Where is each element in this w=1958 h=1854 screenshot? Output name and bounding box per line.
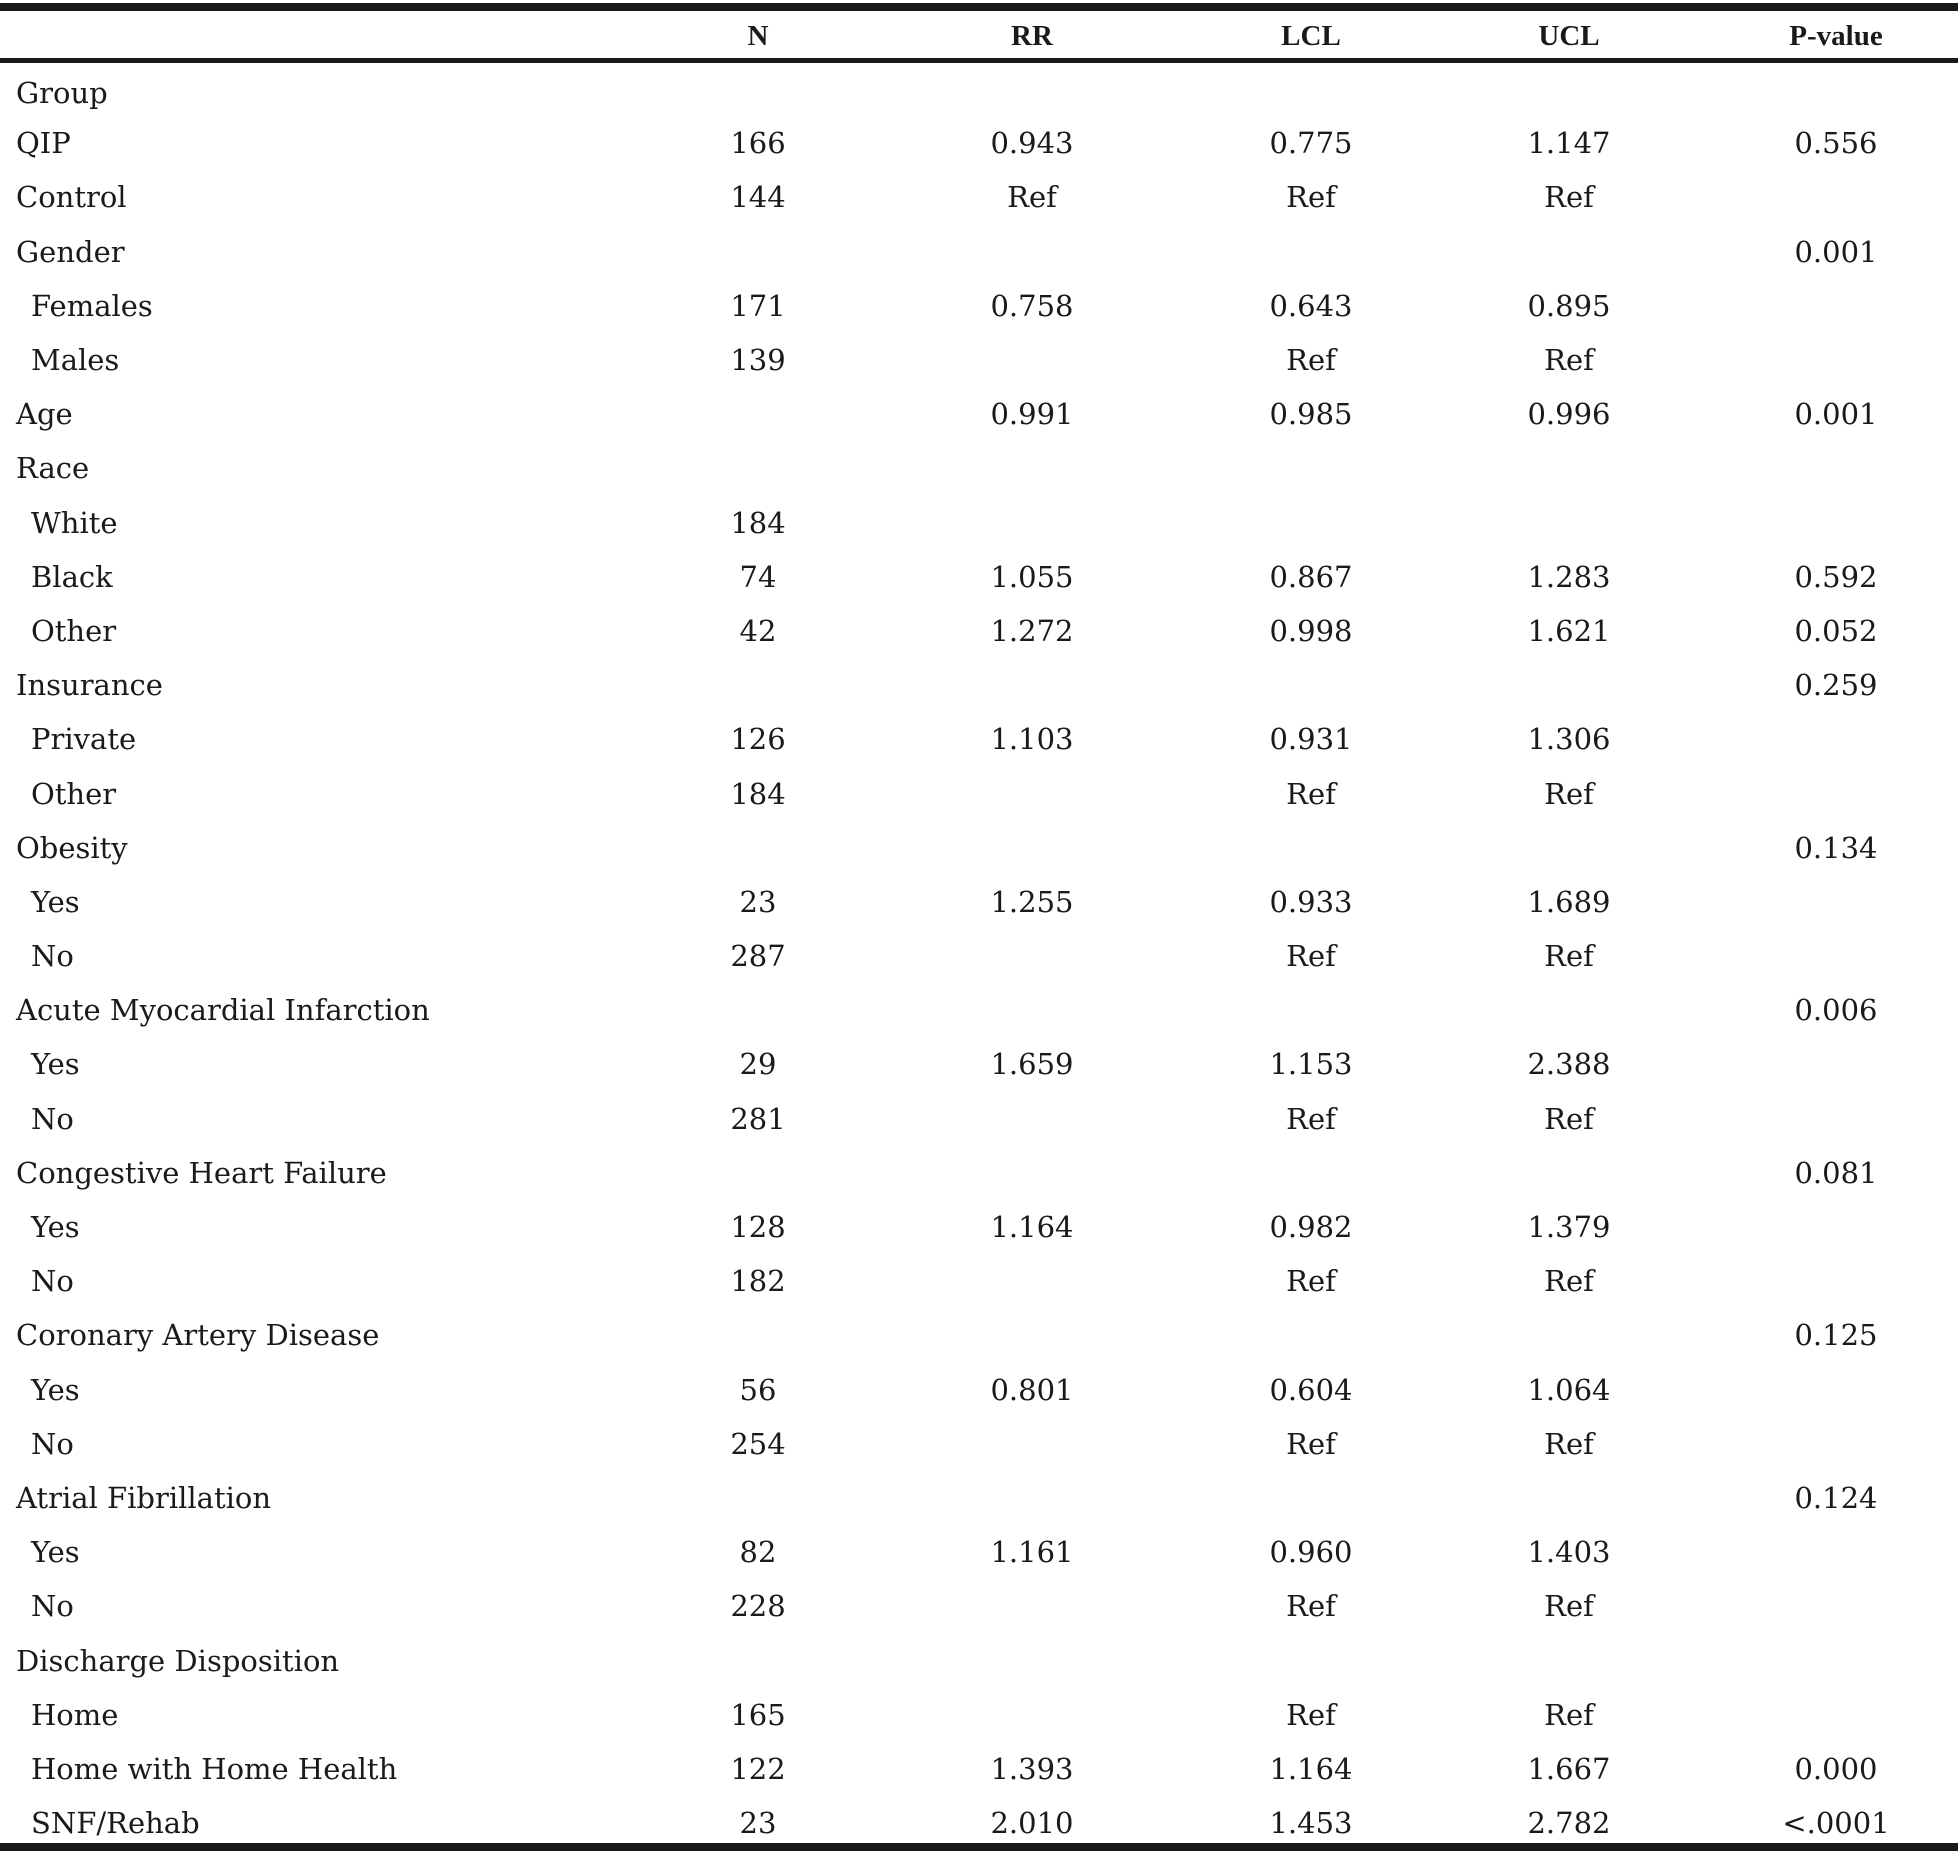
cell-ucl: Ref <box>1544 1697 1594 1732</box>
cell-p-value <box>1714 1037 1958 1091</box>
cell-rr <box>866 1308 1198 1362</box>
table-row <box>0 116 1958 170</box>
cell-p-value <box>1714 1363 1958 1417</box>
cell-lcl: Ref <box>1286 1101 1336 1136</box>
cell-p-value: 0.052 <box>1794 613 1878 648</box>
table-row <box>0 1796 1958 1850</box>
cell-ucl: 1.621 <box>1527 613 1611 648</box>
table-row <box>0 170 1958 224</box>
cell-rr: 0.801 <box>990 1372 1074 1407</box>
cell-n <box>650 1146 866 1200</box>
row-label: Yes <box>31 1210 80 1245</box>
results-table <box>0 10 1958 1850</box>
cell-ucl: 1.403 <box>1527 1535 1611 1570</box>
cell-p-value <box>1714 441 1958 495</box>
table-row <box>0 62 1958 116</box>
cell-p-value: 0.125 <box>1794 1318 1878 1353</box>
header-row <box>0 10 1958 62</box>
table-row <box>0 604 1958 658</box>
table-row <box>0 983 1958 1037</box>
cell-n: 184 <box>730 776 786 811</box>
table-row <box>0 1363 1958 1417</box>
row-label: Yes <box>31 884 80 919</box>
cell-ucl: Ref <box>1544 1101 1594 1136</box>
cell-ucl <box>1424 1146 1714 1200</box>
header-ucl: UCL <box>1538 19 1600 52</box>
cell-ucl <box>1424 1633 1714 1687</box>
cell-n: 23 <box>739 1806 777 1841</box>
cell-lcl: 0.643 <box>1269 288 1353 323</box>
cell-n <box>650 441 866 495</box>
cell-ucl <box>1424 225 1714 279</box>
cell-lcl: 0.931 <box>1269 722 1353 757</box>
table-row <box>0 766 1958 820</box>
cell-p-value: 0.592 <box>1794 559 1878 594</box>
cell-n: 126 <box>730 722 786 757</box>
cell-p-value <box>1714 875 1958 929</box>
cell-ucl: Ref <box>1544 343 1594 378</box>
cell-lcl <box>1198 1633 1424 1687</box>
row-label: Control <box>16 180 127 215</box>
row-label: Other <box>31 613 117 648</box>
row-label: Yes <box>31 1372 80 1407</box>
cell-n: 287 <box>730 939 786 974</box>
cell-lcl <box>1198 821 1424 875</box>
cell-p-value: 0.081 <box>1794 1155 1878 1190</box>
table-row <box>0 1146 1958 1200</box>
cell-lcl <box>1198 658 1424 712</box>
header-n: N <box>747 19 769 52</box>
cell-ucl <box>1424 1308 1714 1362</box>
cell-ucl: Ref <box>1544 1426 1594 1461</box>
cell-p-value: 0.000 <box>1794 1751 1878 1786</box>
cell-ucl: Ref <box>1544 776 1594 811</box>
row-label: QIP <box>16 126 71 161</box>
row-label: SNF/Rehab <box>31 1806 200 1841</box>
cell-ucl: Ref <box>1544 1589 1594 1624</box>
cell-lcl: Ref <box>1286 1426 1336 1461</box>
cell-n: 184 <box>730 505 786 540</box>
cell-n: 23 <box>739 884 777 919</box>
cell-ucl: 1.306 <box>1527 722 1611 757</box>
cell-p-value <box>1714 1092 1958 1146</box>
cell-rr <box>866 766 1198 820</box>
table-row <box>0 225 1958 279</box>
row-label: Insurance <box>16 668 163 703</box>
header-p-value: P-value <box>1789 19 1883 52</box>
cell-ucl: 1.283 <box>1527 559 1611 594</box>
cell-n <box>650 62 866 116</box>
row-label: Group <box>16 76 108 111</box>
row-label: Age <box>16 397 73 432</box>
cell-n: 56 <box>739 1372 777 1407</box>
cell-rr: 1.103 <box>990 722 1074 757</box>
cell-lcl <box>1198 225 1424 279</box>
row-label: Other <box>31 776 117 811</box>
table-row <box>0 875 1958 929</box>
cell-n <box>650 1308 866 1362</box>
cell-rr: 0.943 <box>990 126 1074 161</box>
cell-ucl: Ref <box>1544 939 1594 974</box>
cell-rr <box>866 62 1198 116</box>
cell-p-value: <.0001 <box>1782 1806 1890 1841</box>
cell-ucl: Ref <box>1544 1264 1594 1299</box>
cell-lcl <box>1198 62 1424 116</box>
cell-rr: 2.010 <box>990 1806 1074 1841</box>
row-label: Females <box>31 288 153 323</box>
header-lcl: LCL <box>1281 19 1341 52</box>
cell-ucl: 1.064 <box>1527 1372 1611 1407</box>
cell-p-value <box>1714 62 1958 116</box>
table-row <box>0 1200 1958 1254</box>
cell-n <box>650 821 866 875</box>
cell-lcl <box>1198 496 1424 550</box>
cell-n: 171 <box>730 288 786 323</box>
cell-lcl: Ref <box>1286 1264 1336 1299</box>
table-row <box>0 496 1958 550</box>
cell-ucl: 1.147 <box>1527 126 1611 161</box>
row-label: Males <box>31 343 120 378</box>
row-label: No <box>31 1426 74 1461</box>
table-row <box>0 1688 1958 1742</box>
cell-lcl: 0.775 <box>1269 126 1353 161</box>
cell-n: 139 <box>730 343 786 378</box>
table-row <box>0 387 1958 441</box>
cell-ucl: 0.996 <box>1527 397 1611 432</box>
table-row <box>0 1037 1958 1091</box>
cell-n: 281 <box>730 1101 786 1136</box>
cell-rr <box>866 1254 1198 1308</box>
cell-ucl <box>1424 62 1714 116</box>
cell-n <box>650 983 866 1037</box>
table-row <box>0 1579 1958 1633</box>
cell-lcl: 0.982 <box>1269 1210 1353 1245</box>
table-row <box>0 1417 1958 1471</box>
cell-rr <box>866 983 1198 1037</box>
cell-lcl <box>1198 441 1424 495</box>
table-row <box>0 1633 1958 1687</box>
cell-rr <box>866 821 1198 875</box>
cell-rr: 0.758 <box>990 288 1074 323</box>
table-row <box>0 1092 1958 1146</box>
table-row <box>0 821 1958 875</box>
row-label: No <box>31 1101 74 1136</box>
cell-p-value <box>1714 1688 1958 1742</box>
cell-n <box>650 658 866 712</box>
cell-lcl <box>1198 1146 1424 1200</box>
table-row <box>0 1525 1958 1579</box>
cell-p-value: 0.001 <box>1794 397 1878 432</box>
cell-p-value <box>1714 496 1958 550</box>
row-label: Yes <box>31 1535 80 1570</box>
cell-p-value: 0.001 <box>1794 234 1878 269</box>
cell-n: 182 <box>730 1264 786 1299</box>
cell-rr <box>866 1579 1198 1633</box>
cell-rr <box>866 333 1198 387</box>
cell-p-value <box>1714 1525 1958 1579</box>
row-label: Yes <box>31 1047 80 1082</box>
row-label: No <box>31 1589 74 1624</box>
cell-lcl: 0.960 <box>1269 1535 1353 1570</box>
row-label: Atrial Fibrillation <box>16 1480 272 1515</box>
cell-lcl: Ref <box>1286 343 1336 378</box>
cell-p-value <box>1714 170 1958 224</box>
cell-rr: 0.991 <box>990 397 1074 432</box>
cell-lcl <box>1198 1308 1424 1362</box>
table-row <box>0 550 1958 604</box>
cell-p-value <box>1714 1579 1958 1633</box>
table-row <box>0 712 1958 766</box>
cell-rr <box>866 441 1198 495</box>
row-label: Home with Home Health <box>31 1751 398 1786</box>
cell-ucl <box>1424 496 1714 550</box>
cell-lcl <box>1198 983 1424 1037</box>
cell-rr <box>866 1417 1198 1471</box>
table-row <box>0 1254 1958 1308</box>
cell-lcl: Ref <box>1286 1697 1336 1732</box>
cell-lcl: Ref <box>1286 1589 1336 1624</box>
cell-p-value <box>1714 1200 1958 1254</box>
cell-lcl: 0.933 <box>1269 884 1353 919</box>
cell-p-value: 0.556 <box>1794 126 1878 161</box>
row-label: Discharge Disposition <box>16 1643 340 1678</box>
cell-ucl: 1.379 <box>1527 1210 1611 1245</box>
cell-n <box>650 387 866 441</box>
cell-n <box>650 225 866 279</box>
cell-n: 144 <box>730 180 786 215</box>
cell-ucl: 2.388 <box>1527 1047 1611 1082</box>
cell-rr: 1.161 <box>990 1535 1074 1570</box>
cell-rr: 1.659 <box>990 1047 1074 1082</box>
cell-n: 254 <box>730 1426 786 1461</box>
cell-n: 82 <box>739 1535 777 1570</box>
cell-ucl <box>1424 983 1714 1037</box>
table-row <box>0 441 1958 495</box>
table-row <box>0 333 1958 387</box>
row-label: Congestive Heart Failure <box>16 1155 387 1190</box>
cell-lcl: 1.153 <box>1269 1047 1353 1082</box>
cell-n <box>650 1633 866 1687</box>
cell-ucl <box>1424 441 1714 495</box>
cell-p-value <box>1714 1254 1958 1308</box>
cell-lcl: 1.453 <box>1269 1806 1353 1841</box>
cell-n: 165 <box>730 1697 786 1732</box>
cell-lcl: 0.604 <box>1269 1372 1353 1407</box>
cell-n <box>650 1471 866 1525</box>
cell-lcl: 1.164 <box>1269 1751 1353 1786</box>
table-row <box>0 1742 1958 1796</box>
cell-rr <box>866 1146 1198 1200</box>
cell-n: 122 <box>730 1751 786 1786</box>
cell-n: 166 <box>730 126 786 161</box>
cell-p-value <box>1714 929 1958 983</box>
cell-p-value <box>1714 333 1958 387</box>
cell-rr: 1.164 <box>990 1210 1074 1245</box>
row-label: White <box>31 505 118 540</box>
cell-p-value: 0.259 <box>1794 668 1878 703</box>
cell-n: 42 <box>739 613 777 648</box>
header-rr: RR <box>1011 19 1053 52</box>
cell-p-value: 0.134 <box>1794 830 1878 865</box>
cell-rr <box>866 1471 1198 1525</box>
cell-ucl: 1.667 <box>1527 1751 1611 1786</box>
cell-lcl: Ref <box>1286 776 1336 811</box>
cell-p-value: 0.006 <box>1794 993 1878 1028</box>
header-label <box>0 10 650 62</box>
cell-n: 128 <box>730 1210 786 1245</box>
cell-rr: 1.255 <box>990 884 1074 919</box>
table-row <box>0 1471 1958 1525</box>
cell-ucl: 1.689 <box>1527 884 1611 919</box>
cell-rr <box>866 929 1198 983</box>
cell-ucl: Ref <box>1544 180 1594 215</box>
row-label: Black <box>31 559 113 594</box>
cell-rr: 1.272 <box>990 613 1074 648</box>
cell-n: 228 <box>730 1589 786 1624</box>
table-header <box>0 10 1958 62</box>
cell-ucl: 0.895 <box>1527 288 1611 323</box>
cell-rr: 1.055 <box>990 559 1074 594</box>
cell-rr <box>866 658 1198 712</box>
cell-lcl: 0.985 <box>1269 397 1353 432</box>
cell-ucl <box>1424 1471 1714 1525</box>
cell-ucl <box>1424 658 1714 712</box>
cell-n: 29 <box>739 1047 777 1082</box>
cell-rr <box>866 496 1198 550</box>
table-body <box>0 62 1958 1850</box>
row-label: Gender <box>16 234 125 269</box>
cell-rr <box>866 1633 1198 1687</box>
cell-rr <box>866 1688 1198 1742</box>
row-label: Private <box>31 722 137 757</box>
cell-lcl: Ref <box>1286 180 1336 215</box>
row-label: Race <box>16 451 90 486</box>
row-label: No <box>31 939 74 974</box>
cell-rr: 1.393 <box>990 1751 1074 1786</box>
cell-p-value <box>1714 712 1958 766</box>
cell-p-value: 0.124 <box>1794 1480 1878 1515</box>
table-row <box>0 658 1958 712</box>
cell-rr: Ref <box>1007 180 1057 215</box>
row-label: Acute Myocardial Infarction <box>16 993 430 1028</box>
cell-rr <box>866 225 1198 279</box>
cell-ucl: 2.782 <box>1527 1806 1611 1841</box>
cell-p-value <box>1714 279 1958 333</box>
row-label: Obesity <box>16 830 128 865</box>
cell-lcl <box>1198 1471 1424 1525</box>
cell-rr <box>866 1092 1198 1146</box>
cell-n: 74 <box>739 559 777 594</box>
table-row <box>0 1308 1958 1362</box>
row-label: No <box>31 1264 74 1299</box>
cell-ucl <box>1424 821 1714 875</box>
cell-p-value <box>1714 1633 1958 1687</box>
cell-lcl: 0.998 <box>1269 613 1353 648</box>
table-row <box>0 929 1958 983</box>
cell-p-value <box>1714 1417 1958 1471</box>
table-row <box>0 279 1958 333</box>
row-label: Coronary Artery Disease <box>16 1318 380 1353</box>
cell-lcl: 0.867 <box>1269 559 1353 594</box>
cell-lcl: Ref <box>1286 939 1336 974</box>
row-label: Home <box>31 1697 119 1732</box>
cell-p-value <box>1714 766 1958 820</box>
